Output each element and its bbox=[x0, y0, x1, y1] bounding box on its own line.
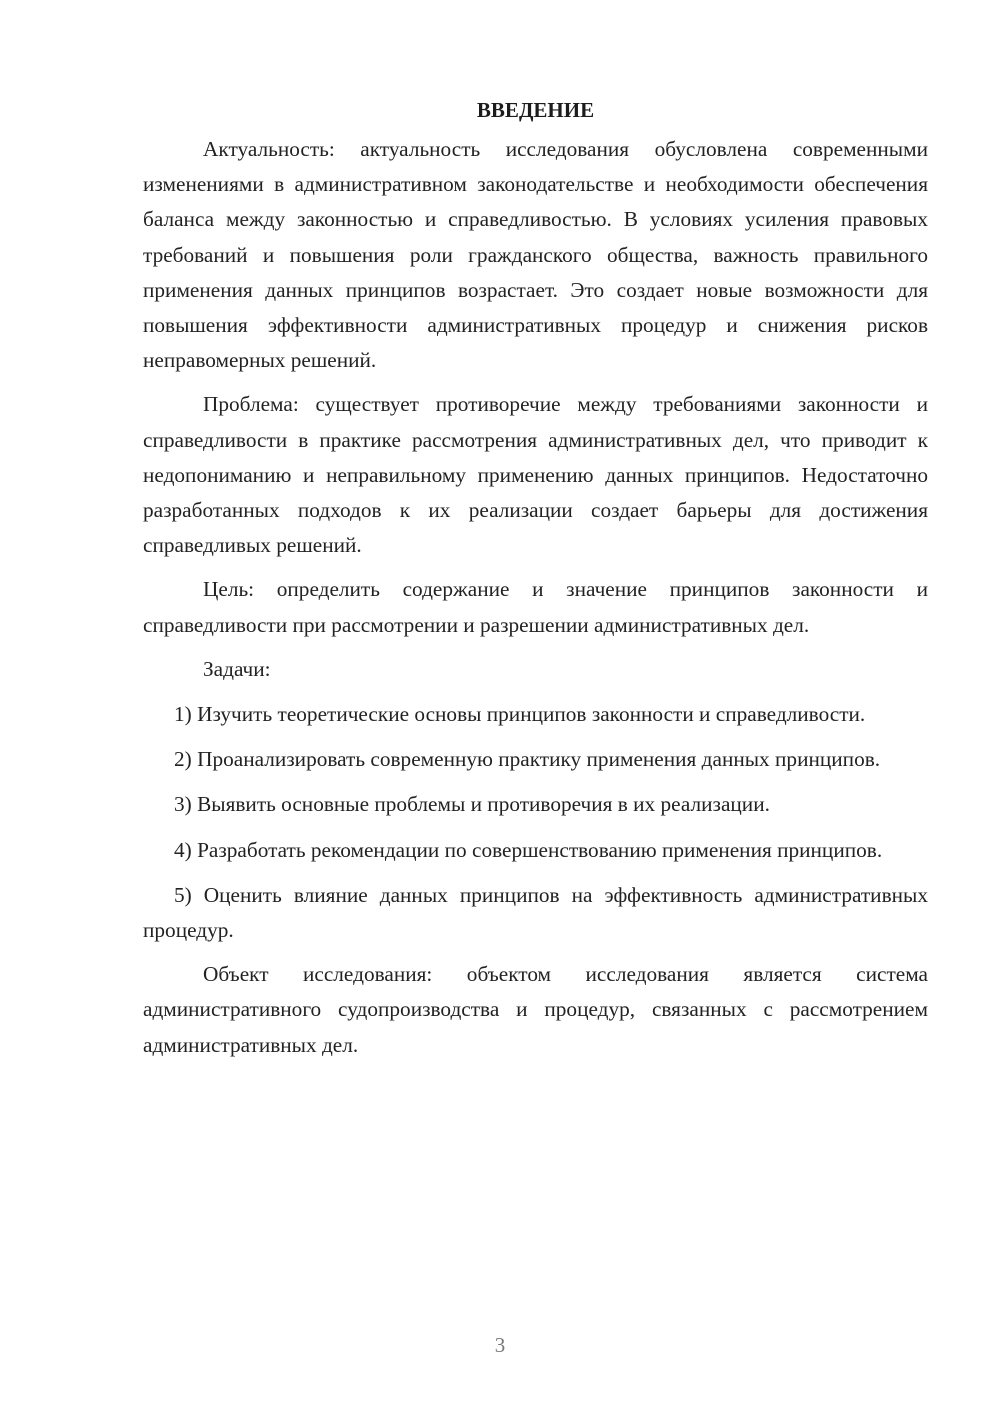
task-item-3: 3) Выявить основные проблемы и противоречия в их реализации. bbox=[174, 792, 770, 817]
problem-paragraph: Проблема: существует противоречие между требованиями законности и справедливости в практике рассмотрения административных дел, что приводит к недопониманию и неправильному применению данных принципов. Недостаточно разработанных подходов к их реализации создает барьеры для достижения справедливых решений. bbox=[143, 392, 928, 558]
task-item-2: 2) Проанализировать современную практику применения данных принципов. bbox=[174, 747, 881, 772]
task-item-5: 5) Оценить влияние данных принципов на эффективность административных процедур. bbox=[143, 882, 928, 943]
task-item-1: 1) Изучить теоретические основы принципов законности и справедливости. bbox=[174, 702, 866, 727]
object-paragraph: Объект исследования: объектом исследования является система административного судопроизводства и процедур, связанных с рассмотрением административных дел. bbox=[143, 962, 928, 1057]
document-page bbox=[143, 93, 928, 1063]
task-item-4: 4) Разработать рекомендации по совершенствованию применения принципов. bbox=[174, 837, 883, 862]
tasks-label: Задачи: bbox=[203, 656, 271, 681]
page-number: 3 bbox=[494, 1333, 506, 1357]
goal-paragraph: Цель: определить содержание и значение принципов законности и справедливости при рассмотрении и разрешении административных дел. bbox=[143, 577, 928, 637]
section-heading: ВВЕДЕНИЕ bbox=[476, 98, 595, 122]
relevance-paragraph: Актуальность: актуальность исследования обусловлена современными изменениями в административном законодательстве и необходимости обеспечения баланса между законностью и справедливостью. В условиях усиления правовых требований и повышения роли гражданского общества, важность правильного применения данных принципов возрастает. Это создает новые возможности для повышения эффективности административных процедур и снижения рисков неправомерных решений. bbox=[143, 137, 928, 373]
